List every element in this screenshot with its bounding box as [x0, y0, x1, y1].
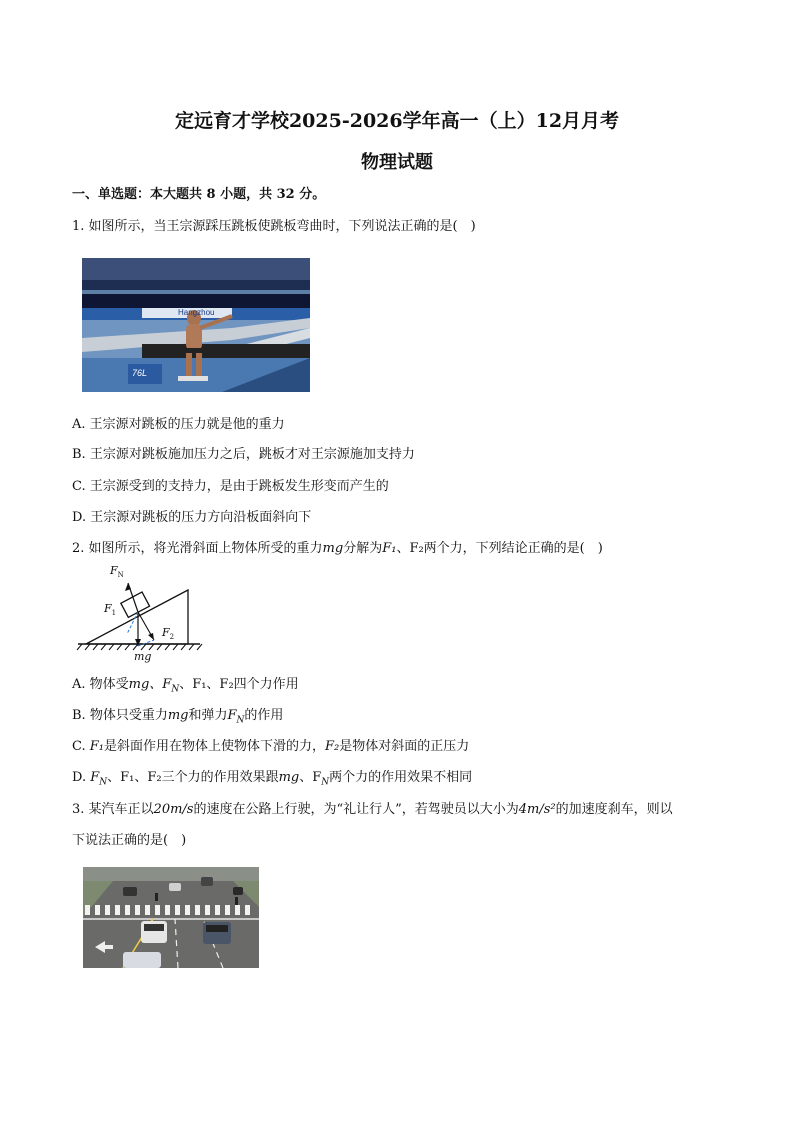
question-2-option-d: D. $F_N$、F₁、F₂三个力的作用效果跟mg、$F_N$两个力的作用效果不相同 [72, 770, 473, 788]
photo-banner-text: Hangzhou [178, 308, 215, 317]
question-2-stem-f1: F₁ [382, 541, 397, 556]
question-2-option-b: B. 物体只受重力mg和弹力$F_N$的作用 [72, 708, 284, 726]
question-2-stem-b: 分解为 [343, 541, 383, 556]
question-1-option-d: D. 王宗源对跳板的压力方向沿板面斜向下 [72, 510, 312, 525]
question-3-stem-line2: 下说法正确的是( ) [72, 833, 187, 848]
diving-photo [82, 258, 310, 392]
force-mg-label: mg [134, 650, 152, 663]
page-title: 定远育才学校2025-2026学年高一（上）12月月考 [174, 110, 620, 132]
question-2-option-a: A. 物体受mg、$F_N$、F₁、F₂四个力作用 [72, 677, 299, 695]
page-subtitle: 物理试题 [361, 152, 433, 173]
question-1-option-c: C. 王宗源受到的支持力，是由于跳板发生形变而产生的 [72, 479, 389, 494]
question-2-stem [72, 540, 603, 558]
question-1-stem: 1. 如图所示，当王宗源踩压跳板使跳板弯曲时，下列说法正确的是( ) [72, 219, 476, 234]
incline-diagram [74, 562, 204, 668]
question-2-stem-c: 、F₂两个力，下列结论正确的是( ) [396, 541, 603, 556]
road-photo [83, 867, 259, 968]
force-fn-label: $F_N$ [110, 564, 124, 580]
question-2-stem-a: 2. 如图所示，将光滑斜面上物体所受的重力 [72, 541, 323, 556]
accel-value: 4m/s² [518, 802, 556, 817]
photo-sign-text: 76L [132, 368, 148, 378]
question-1-option-a: A. 王宗源对跳板的压力就是他的重力 [72, 417, 285, 432]
question-2-option-c: C. F₁是斜面作用在物体上使物体下滑的力，F₂是物体对斜面的正压力 [72, 739, 470, 754]
question-1-option-b: B. 王宗源对跳板施加压力之后，跳板才对王宗源施加支持力 [72, 447, 415, 462]
question-3-stem: 3. 某汽车正以20m/s的速度在公路上行驶，为“礼让行人”，若驾驶员以大小为4m/s²的加速度刹车，则以 [72, 802, 673, 817]
force-f2-label: $F_2$ [162, 626, 175, 642]
force-f1-label: $F_1$ [104, 602, 117, 618]
speed-value: 20m/s [153, 802, 194, 817]
section-heading: 一、单选题：本大题共 8 小题，共 32 分。 [72, 187, 326, 202]
question-2-stem-mg: mg [322, 541, 344, 556]
